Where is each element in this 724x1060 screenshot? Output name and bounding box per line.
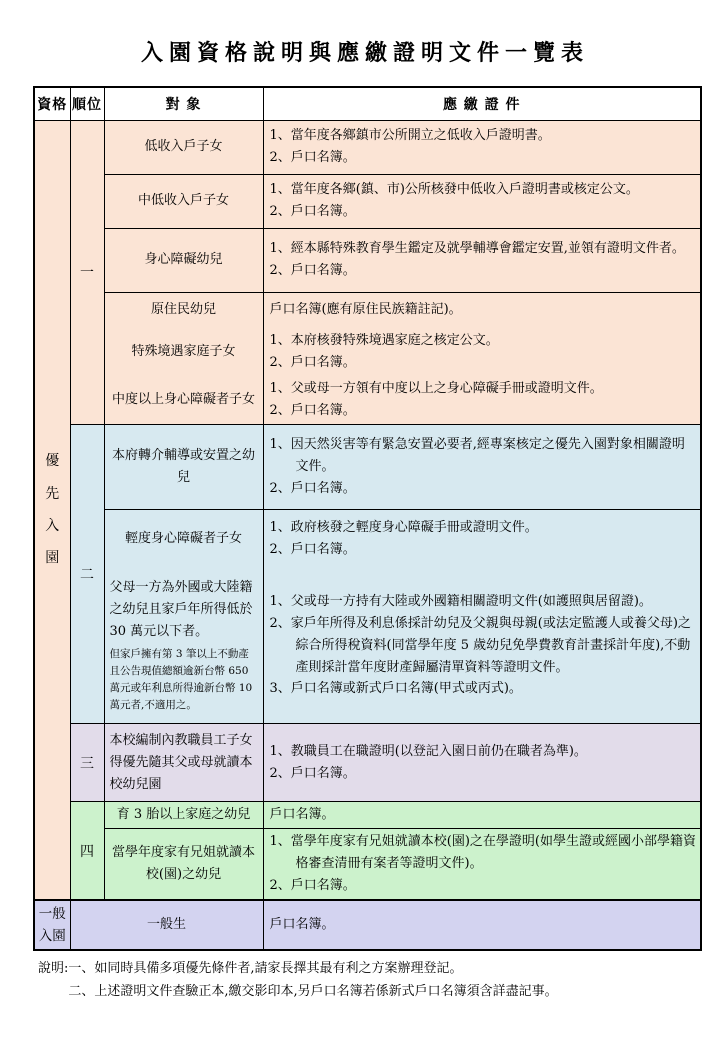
documents-cell — [263, 174, 701, 228]
header-subject: 對 象 — [104, 87, 263, 120]
table-header-row — [34, 87, 701, 120]
doc-item: 2、戶口名簿。 — [269, 481, 356, 497]
table-row — [34, 328, 701, 376]
general-admission-row — [34, 900, 701, 950]
qualification-priority-cell — [34, 120, 70, 900]
rank-1-cell: 一 — [70, 120, 104, 425]
doc-item: 2、戶口名簿。 — [269, 542, 356, 558]
subject-note: 但家戶擁有第 3 筆以上不動產且公告現值總額逾新台幣 650 萬元或年利息所得逾新台幣 10 萬元者,不適用之。 — [109, 648, 253, 712]
rank-2-cell: 二 — [70, 425, 104, 724]
footnotes-lines — [68, 958, 557, 1004]
subject-cell: 育 3 胎以上家庭之幼兒 — [104, 802, 263, 829]
doc-item: 戶口名簿(應有原住民族籍註記)。 — [269, 302, 462, 318]
table-row — [34, 120, 701, 174]
table-row — [34, 425, 701, 510]
header-qualification: 資格 — [34, 87, 70, 120]
doc-item: 3、戶口名簿或新式戶口名簿(甲式或丙式)。 — [269, 681, 522, 697]
doc-item: 1、當學年度家有兄姐就讀本校(園)之在學證明(如學生證或經國小部學籍資格審查清冊有案者等證明文件)。 — [269, 834, 696, 872]
documents-cell — [263, 724, 701, 802]
enrollment-table — [33, 86, 702, 951]
subject-cell: 身心障礙幼兒 — [104, 228, 263, 292]
table-row — [34, 174, 701, 228]
table-row — [34, 568, 701, 724]
subject-cell: 一般生 — [70, 900, 263, 950]
header-documents: 應 繳 證 件 — [263, 87, 701, 120]
document-page — [0, 36, 724, 1060]
doc-item: 2、戶口名簿。 — [269, 204, 356, 219]
doc-item: 2、戶口名簿。 — [269, 403, 356, 419]
table-row — [34, 292, 701, 328]
page-title: 入園資格說明與應繳證明文件一覽表 — [140, 40, 589, 66]
subject-cell: 本校編制內教職員工子女得優先隨其父或母就讀本校幼兒園 — [104, 724, 263, 802]
subject-cell: 中度以上身心障礙者子女 — [104, 376, 263, 425]
documents-cell — [263, 120, 701, 174]
table-row — [34, 802, 701, 829]
doc-item: 2、戶口名簿。 — [269, 878, 356, 894]
documents-cell — [263, 829, 701, 900]
footnote-line: 一、如同時具備多項優先條件者,請家長擇其最有利之方案辦理登記。 — [68, 960, 463, 976]
documents-cell — [263, 802, 701, 829]
documents-cell — [263, 510, 701, 568]
doc-item: 2、戶口名簿。 — [269, 263, 356, 278]
rank-3-cell: 三 — [70, 724, 104, 802]
subject-cell: 中低收入戶子女 — [104, 174, 263, 228]
doc-item: 1、教職員工在職證明(以登記入園日前仍在職者為準)。 — [269, 743, 587, 759]
doc-item: 1、父或母一方持有大陸或外國籍相關證明文件(如護照與居留證)。 — [269, 594, 652, 610]
doc-item: 1、當年度各鄉鎮市公所開立之低收入戶證明書。 — [269, 127, 551, 143]
footnotes — [38, 958, 698, 1004]
documents-cell — [263, 328, 701, 376]
doc-item: 1、本府核發特殊境遇家庭之核定公文。 — [269, 333, 499, 348]
documents-cell — [263, 900, 701, 950]
doc-item: 1、經本縣特殊教育學生鑑定及就學輔導會鑑定安置,並領有證明文件者。 — [269, 241, 685, 257]
table-row — [34, 510, 701, 568]
subject-cell — [104, 568, 263, 724]
subject-text: 父母一方為外國或大陸籍之幼兒且家戶年所得低於 30 萬元以下者。 — [109, 579, 253, 640]
documents-cell — [263, 228, 701, 292]
priority-vertical-label: 優先入園 — [45, 453, 60, 566]
subject-cell: 輕度身心障礙者子女 — [104, 510, 263, 568]
doc-item: 戶口名簿。 — [269, 807, 335, 823]
table-row — [34, 228, 701, 292]
subject-cell: 特殊境遇家庭子女 — [104, 328, 263, 376]
table-row — [34, 829, 701, 900]
qualification-general-cell: 一般入園 — [34, 900, 70, 950]
documents-cell — [263, 568, 701, 724]
documents-cell — [263, 425, 701, 510]
documents-cell — [263, 376, 701, 425]
rank-4-cell: 四 — [70, 802, 104, 900]
doc-item: 戶口名簿。 — [269, 916, 335, 932]
doc-item: 2、戶口名簿。 — [269, 150, 356, 165]
doc-item: 1、父或母一方領有中度以上之身心障礙手冊或證明文件。 — [269, 381, 603, 397]
subject-cell: 原住民幼兒 — [104, 292, 263, 328]
doc-item: 2、戶口名簿。 — [269, 355, 356, 371]
table-row — [34, 376, 701, 425]
doc-item: 2、戶口名簿。 — [269, 765, 356, 781]
table-row — [34, 724, 701, 802]
doc-item: 2、家戶年所得及利息係採計幼兒及父親與母親(或法定監護人或養父母)之綜合所得稅資料(同當學年度 5 歲幼兒免學費教育計畫採計年度),不動產則採計當年度財產歸屬清單資料等證明文件。 — [269, 615, 691, 675]
subject-cell: 本府轉介輔導或安置之幼兒 — [104, 425, 263, 510]
doc-item: 1、因天然災害等有緊急安置必要者,經專案核定之優先入園對象相關證明文件。 — [269, 437, 685, 475]
footnotes-label: 說明: — [38, 960, 69, 976]
footnote-line: 二、上述證明文件查驗正本,繳交影印本,另戶口名簿若係新式戶口名簿須含詳盡記事。 — [68, 983, 558, 999]
doc-item: 1、政府核發之輕度身心障礙手冊或證明文件。 — [269, 520, 538, 536]
header-rank: 順位 — [70, 87, 104, 120]
subject-cell: 低收入戶子女 — [104, 120, 263, 174]
doc-item: 1、當年度各鄉(鎮、市)公所核發中低收入戶證明書或核定公文。 — [269, 181, 639, 197]
documents-cell — [263, 292, 701, 328]
subject-cell: 當學年度家有兄姐就讀本校(園)之幼兒 — [104, 829, 263, 900]
